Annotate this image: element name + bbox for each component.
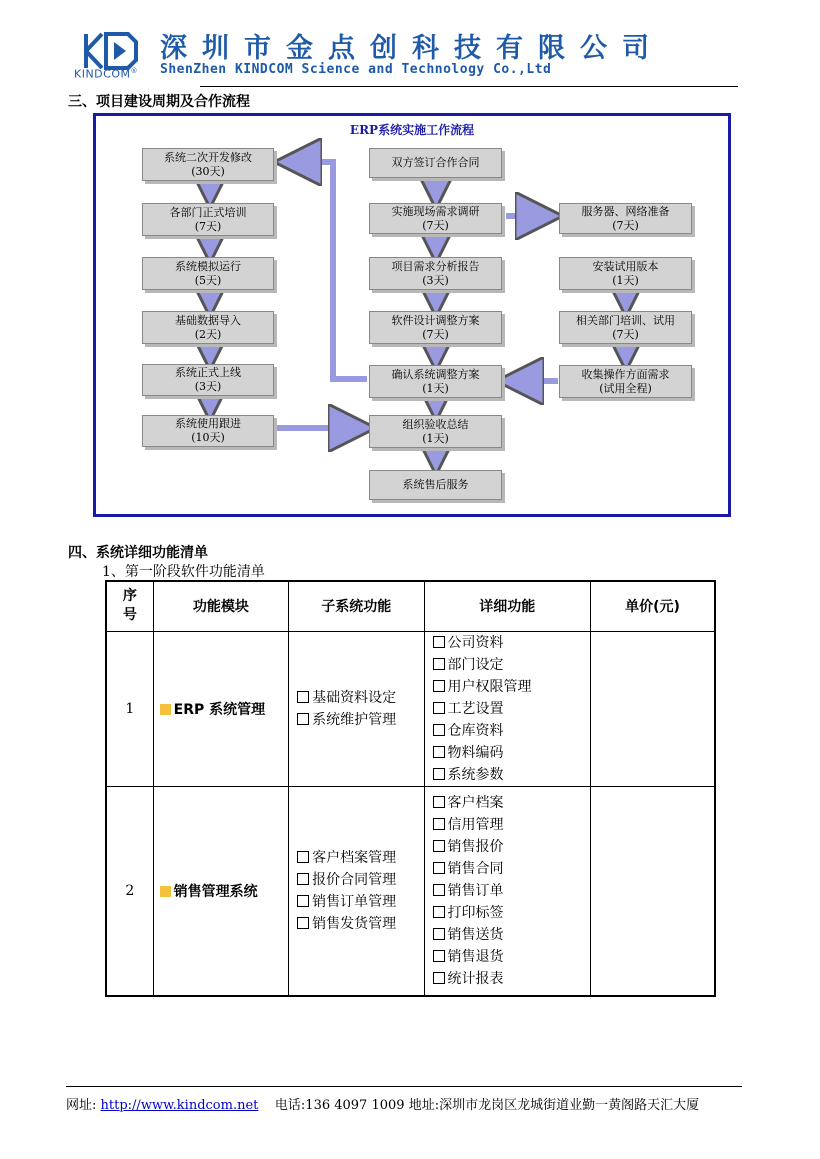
header-detail: 详细功能 bbox=[424, 581, 591, 631]
marker-square-icon bbox=[160, 704, 171, 715]
row-details bbox=[424, 631, 591, 786]
table-row bbox=[106, 786, 715, 996]
list-item: 仓库资料 bbox=[433, 720, 591, 742]
list-item: 销售合同 bbox=[433, 858, 591, 880]
list-item: 销售报价 bbox=[433, 836, 591, 858]
list-item: 部门设定 bbox=[433, 654, 591, 676]
footer-address-label: 地址: bbox=[408, 1098, 440, 1113]
flow-chart-frame bbox=[93, 113, 731, 517]
footer-address: 深圳市龙岗区龙城街道业勤一黄阁路天汇大厦 bbox=[439, 1098, 700, 1113]
flow-box-site-survey: 实施现场需求调研 (7天) bbox=[369, 203, 502, 234]
list-item: 公司资料 bbox=[433, 632, 591, 654]
footer-site-label: 网址: bbox=[66, 1098, 97, 1113]
table-header-row bbox=[106, 581, 715, 631]
list-item: 报价合同管理 bbox=[297, 869, 423, 891]
flow-box-after-sales: 系统售后服务 bbox=[369, 470, 502, 500]
list-item: 客户档案 bbox=[433, 792, 591, 814]
footer-phone: 136 4097 1009 bbox=[305, 1098, 405, 1113]
list-item: 销售发货管理 bbox=[297, 913, 423, 935]
list-item: 系统参数 bbox=[433, 764, 591, 786]
header-module: 功能模块 bbox=[153, 581, 288, 631]
flow-box-requirement-report: 项目需求分析报告 (3天) bbox=[369, 257, 502, 290]
list-item: 统计报表 bbox=[433, 968, 591, 990]
header-price: 单价(元) bbox=[591, 581, 715, 631]
list-item: 基础资料设定 bbox=[297, 687, 423, 709]
checkbox-icon bbox=[433, 746, 445, 758]
checkbox-icon bbox=[297, 691, 309, 703]
row-no: 1 bbox=[106, 631, 153, 786]
list-item: 工艺设置 bbox=[433, 698, 591, 720]
checkbox-icon bbox=[433, 796, 445, 808]
header-no: 序 号 bbox=[106, 581, 153, 631]
checkbox-icon bbox=[297, 713, 309, 725]
checkbox-icon bbox=[297, 873, 309, 885]
footer-phone-label: 电话: bbox=[274, 1098, 306, 1113]
section-4-subtitle: 1、第一阶段软件功能清单 bbox=[102, 564, 265, 580]
header-subsystem: 子系统功能 bbox=[289, 581, 424, 631]
list-item: 物料编码 bbox=[433, 742, 591, 764]
checkbox-icon bbox=[433, 862, 445, 874]
row-subsystems bbox=[289, 631, 424, 786]
checkbox-icon bbox=[433, 906, 445, 918]
row-subsystems bbox=[289, 786, 424, 996]
flow-box-install-trial: 安装试用版本 (1天) bbox=[559, 257, 692, 290]
list-item: 销售订单管理 bbox=[297, 891, 423, 913]
list-item: 打印标签 bbox=[433, 902, 591, 924]
checkbox-icon bbox=[433, 972, 445, 984]
row-price bbox=[591, 786, 715, 996]
footer-rule bbox=[66, 1086, 742, 1087]
checkbox-icon bbox=[433, 724, 445, 736]
list-item: 销售送货 bbox=[433, 924, 591, 946]
flow-box-secondary-dev: 系统二次开发修改 (30天) bbox=[142, 148, 274, 181]
checkbox-icon bbox=[433, 884, 445, 896]
row-details bbox=[424, 786, 591, 996]
checkbox-icon bbox=[433, 658, 445, 670]
checkbox-icon bbox=[433, 702, 445, 714]
checkbox-icon bbox=[297, 895, 309, 907]
checkbox-icon bbox=[433, 636, 445, 648]
list-item: 客户档案管理 bbox=[297, 847, 423, 869]
flow-box-contract: 双方签订合作合同 bbox=[369, 148, 502, 178]
flow-box-data-import: 基础数据导入 (2天) bbox=[142, 311, 274, 344]
row-price bbox=[591, 631, 715, 786]
list-item: 信用管理 bbox=[433, 814, 591, 836]
list-item: 销售订单 bbox=[433, 880, 591, 902]
checkbox-icon bbox=[297, 851, 309, 863]
flow-box-server-network: 服务器、网络准备 (7天) bbox=[559, 203, 692, 234]
header-rule bbox=[200, 86, 738, 87]
list-item: 用户权限管理 bbox=[433, 676, 591, 698]
flow-box-simulation: 系统模拟运行 (5天) bbox=[142, 257, 274, 290]
flow-box-go-live: 系统正式上线 (3天) bbox=[142, 364, 274, 396]
checkbox-icon bbox=[433, 840, 445, 852]
checkbox-icon bbox=[433, 928, 445, 940]
flow-box-dept-training: 各部门正式培训 (7天) bbox=[142, 203, 274, 236]
logo-wordmark: KINDCOM® bbox=[74, 67, 138, 81]
list-item: 销售退货 bbox=[433, 946, 591, 968]
flow-box-dept-trial: 相关部门培训、试用 (7天) bbox=[559, 311, 692, 344]
function-table bbox=[105, 580, 716, 997]
checkbox-icon bbox=[433, 768, 445, 780]
flow-box-confirm-plan: 确认系统调整方案 (1天) bbox=[369, 365, 502, 398]
section-3-title: 三、项目建设周期及合作流程 bbox=[68, 94, 250, 110]
company-name-cn: 深圳市金点创科技有限公司 bbox=[160, 33, 664, 64]
row-no: 2 bbox=[106, 786, 153, 996]
footer bbox=[66, 1094, 699, 1113]
table-row bbox=[106, 631, 715, 786]
checkbox-icon bbox=[297, 917, 309, 929]
row-module: 销售管理系统 bbox=[153, 786, 288, 996]
section-4-title: 四、系统详细功能清单 bbox=[68, 545, 208, 561]
arrow-confirm-to-development bbox=[286, 162, 367, 379]
flow-box-collect-feedback: 收集操作方面需求 (试用全程) bbox=[559, 365, 692, 398]
flow-box-followup: 系统使用跟进 (10天) bbox=[142, 415, 274, 447]
list-item: 系统维护管理 bbox=[297, 709, 423, 731]
row-module: ERP 系统管理 bbox=[153, 631, 288, 786]
flow-chart-title: ERP系统实施工作流程 bbox=[349, 123, 475, 137]
checkbox-icon bbox=[433, 950, 445, 962]
marker-square-icon bbox=[160, 886, 171, 897]
checkbox-icon bbox=[433, 680, 445, 692]
company-name-en: ShenZhen KINDCOM Science and Technology Co.,Ltd bbox=[160, 62, 552, 77]
checkbox-icon bbox=[433, 818, 445, 830]
footer-website-link[interactable]: http://www.kindcom.net bbox=[100, 1098, 259, 1113]
flow-box-design-adjust: 软件设计调整方案 (7天) bbox=[369, 311, 502, 344]
flow-box-acceptance: 组织验收总结 (1天) bbox=[369, 415, 502, 448]
